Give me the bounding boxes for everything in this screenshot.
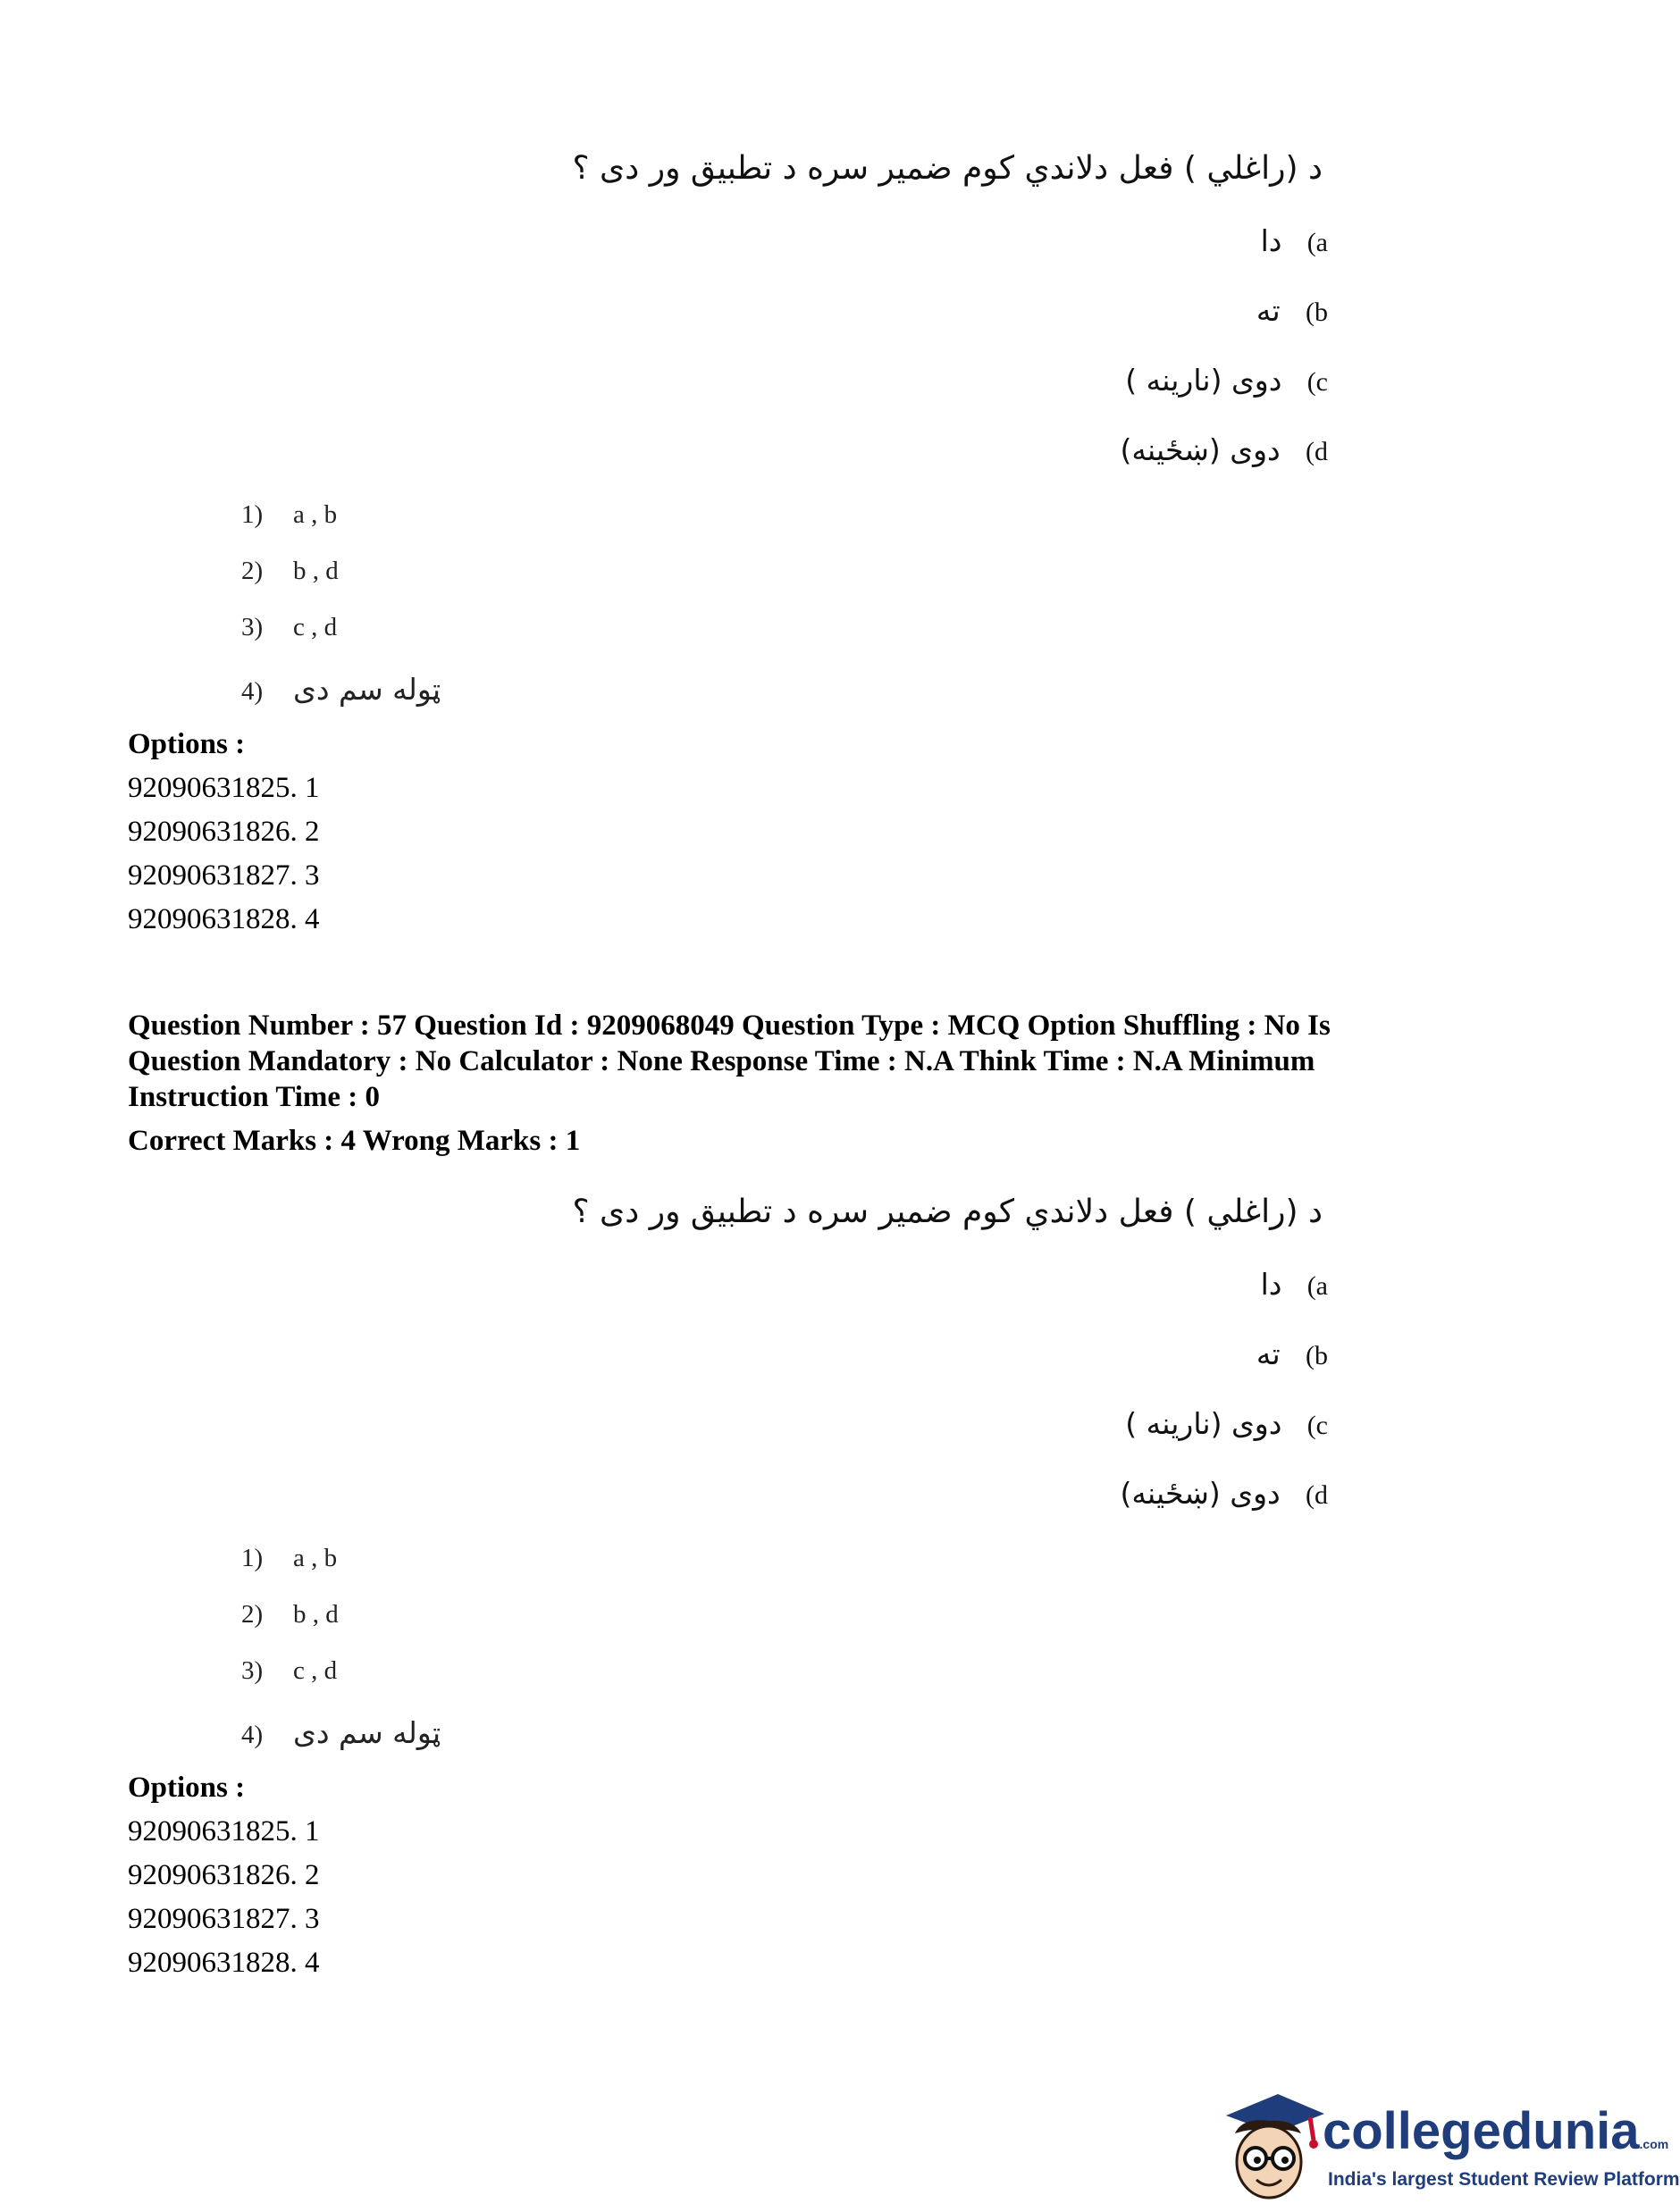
- logo-name: collegedunia: [1323, 2102, 1640, 2160]
- answer-option-2: [241, 557, 339, 586]
- choice-d: [1120, 432, 1328, 468]
- choice-d: [1120, 1476, 1328, 1512]
- marks-line: Correct Marks : 4 Wrong Marks : 1: [128, 1125, 581, 1157]
- choice-letter: (b: [1306, 297, 1328, 327]
- option-line: 92090631828. 4: [128, 1947, 320, 1979]
- choice-letter: (a: [1306, 228, 1328, 257]
- logo-tagline: India's largest Student Review Platform: [1328, 2169, 1680, 2190]
- choice-text: دا: [1260, 1267, 1282, 1302]
- answer-option-2: [241, 1600, 339, 1630]
- meta-line-2: Question Mandatory : No Calculator : None Response Time : N.A Think Time : N.A Minimum: [128, 1045, 1315, 1077]
- choice-text: دوی (نارینه ): [1125, 363, 1282, 398]
- option-line: 92090631827. 3: [128, 859, 320, 892]
- answer-number: 3): [241, 1656, 264, 1685]
- choice-letter: (b: [1306, 1341, 1328, 1370]
- choice-text: دوی (ښځينه): [1120, 432, 1281, 467]
- choice-a: [1261, 223, 1328, 259]
- answer-number: 4): [241, 677, 264, 706]
- option-line: 92090631826. 2: [128, 816, 320, 848]
- choice-text: دا: [1260, 223, 1282, 258]
- choice-letter: (a: [1306, 1271, 1328, 1301]
- answer-text: ټوله سم دی: [293, 1715, 441, 1750]
- question-text: د (راغلي ) فعل دلاندي کوم ضمير سره د تطبيق ور دی ؟: [572, 1194, 1323, 1230]
- meta-line-3: Instruction Time : 0: [128, 1081, 381, 1113]
- option-line: 92090631826. 2: [128, 1859, 320, 1891]
- choice-c: [1125, 363, 1328, 398]
- choice-text: دوی (نارینه ): [1125, 1406, 1282, 1441]
- answer-text: a , b: [293, 500, 338, 529]
- logo-wordmark: [1323, 2101, 1668, 2161]
- answer-option-1: [241, 500, 337, 530]
- choice-c: [1125, 1406, 1328, 1442]
- answer-option-1: [241, 1544, 337, 1573]
- answer-text: b , d: [293, 557, 339, 585]
- choice-letter: (c: [1306, 1411, 1328, 1440]
- option-line: 92090631825. 1: [128, 772, 320, 804]
- answer-text: a , b: [293, 1544, 338, 1572]
- choice-text: ته: [1256, 1336, 1281, 1371]
- answer-option-4: [241, 672, 441, 707]
- logo-suffix: .com: [1639, 2137, 1669, 2151]
- question-text: د (راغلي ) فعل دلاندي کوم ضمير سره د تطبيق ور دی ؟: [572, 150, 1323, 187]
- option-line: 92090631827. 3: [128, 1903, 320, 1935]
- answer-text: c , d: [293, 1656, 338, 1685]
- answer-number: 1): [241, 1544, 264, 1572]
- mascot-icon: [1215, 2082, 1331, 2207]
- choice-letter: (d: [1306, 1480, 1328, 1510]
- options-heading: Options :: [128, 1772, 246, 1804]
- choice-b: [1256, 293, 1328, 329]
- option-line: 92090631828. 4: [128, 903, 320, 935]
- collegedunia-logo[interactable]: [1215, 2082, 1680, 2207]
- answer-text: c , d: [293, 613, 338, 641]
- answer-number: 2): [241, 1600, 264, 1629]
- answer-number: 4): [241, 1721, 264, 1749]
- answer-option-3: [241, 613, 337, 642]
- answer-number: 2): [241, 557, 264, 585]
- answer-number: 3): [241, 613, 264, 641]
- answer-text: ټوله سم دی: [293, 672, 441, 707]
- choice-text: ته: [1256, 293, 1281, 328]
- answer-number: 1): [241, 500, 264, 529]
- options-heading: Options :: [128, 728, 246, 760]
- choice-b: [1256, 1336, 1328, 1372]
- answer-text: b , d: [293, 1600, 339, 1629]
- choice-letter: (d: [1306, 437, 1328, 466]
- answer-option-4: [241, 1715, 441, 1750]
- option-line: 92090631825. 1: [128, 1815, 320, 1848]
- answer-option-3: [241, 1656, 337, 1686]
- choice-text: دوی (ښځينه): [1120, 1476, 1281, 1511]
- choice-a: [1261, 1267, 1328, 1303]
- choice-letter: (c: [1306, 367, 1328, 397]
- meta-line-1: Question Number : 57 Question Id : 9209068049 Question Type : MCQ Option Shuffling : No Is: [128, 1010, 1331, 1042]
